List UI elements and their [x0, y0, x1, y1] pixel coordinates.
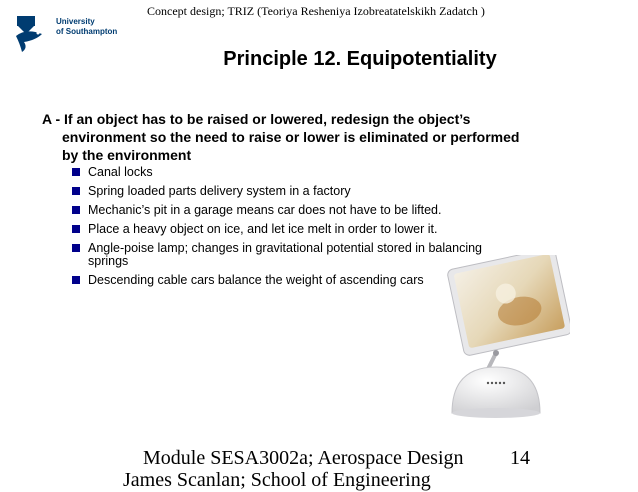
square-bullet-icon [72, 244, 80, 252]
bullet-text: Canal locks [88, 165, 153, 179]
square-bullet-icon [72, 187, 80, 195]
square-bullet-icon [72, 206, 80, 214]
intro-paragraph: A - If an object has to be raised or lowered, redesign the object’s environment so the need to raise or lower is eliminated or performed by the environment [42, 111, 520, 163]
footer-author: James Scanlan; School of Engineering [123, 469, 431, 491]
bullet-text: Place a heavy object on ice, and let ice melt in order to lower it. [88, 222, 438, 236]
bullet-item-mechanics-pit [72, 204, 512, 217]
square-bullet-icon [72, 276, 80, 284]
square-bullet-icon [72, 225, 80, 233]
square-bullet-icon [72, 168, 80, 176]
logo-line-university: University [56, 17, 95, 26]
bullet-item-spring-loaded [72, 185, 512, 198]
bullet-text: Angle-poise lamp; changes in gravitational potential stored in balancing springs [88, 241, 483, 268]
bullet-text: Spring loaded parts delivery system in a factory [88, 184, 351, 198]
bullet-text: Mechanic’s pit in a garage means car does not have to be lifted. [88, 203, 442, 217]
bullet-text: Descending cable cars balance the weight of ascending cars [88, 273, 424, 287]
bullet-item-ice [72, 223, 512, 236]
imac-lamp-image [430, 255, 570, 425]
slide-title: Principle 12. Equipotentiality [223, 48, 497, 70]
imac-screen [447, 255, 570, 356]
footer-page-number: 14 [510, 447, 530, 469]
bullet-item-canal-locks [72, 166, 512, 179]
header-course-title: Concept design; TRIZ (Teoriya Resheniya Izobreatatelskikh Zadatch ) [147, 4, 485, 18]
logo-line-southampton: of Southampton [56, 27, 118, 36]
footer-module: Module SESA3002a; Aerospace Design [143, 447, 464, 469]
